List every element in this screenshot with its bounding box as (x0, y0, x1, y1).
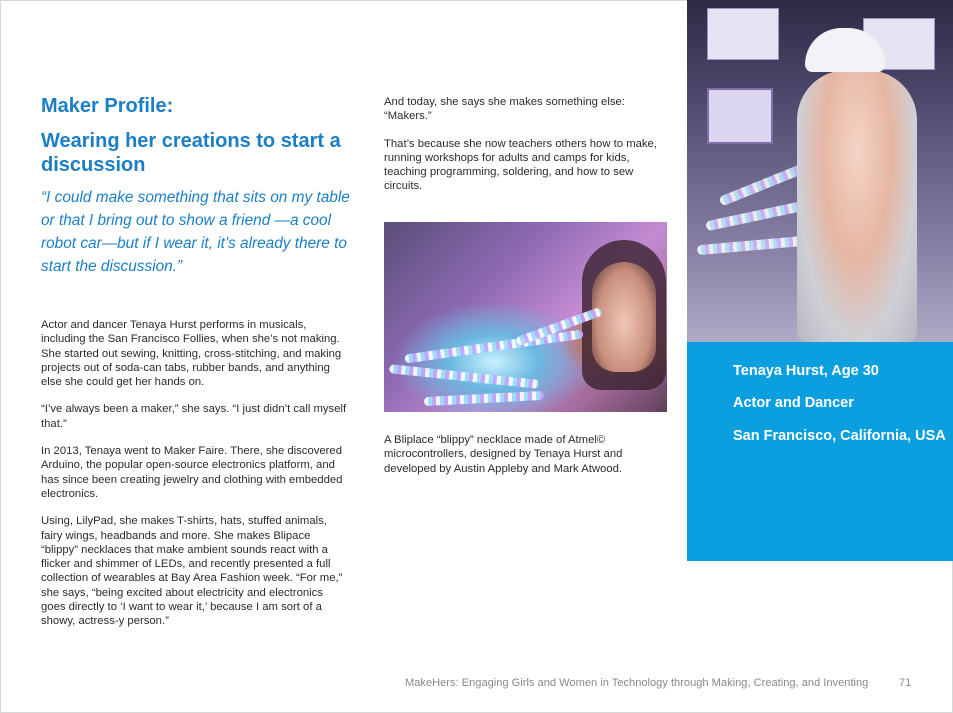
profile-name-age: Tenaya Hurst, Age 30 (733, 363, 879, 379)
body-paragraph: Actor and dancer Tenaya Hurst performs in musicals, including the San Francisco Follies, when she’s not making. She started out sewing, knitting, cross-stitching, and making projects out of soda-can tabs, rubber bands, and anything else she could get her hands on. (41, 319, 342, 389)
background-sign (707, 88, 773, 144)
profile-location: San Francisco, California, USA (733, 428, 946, 444)
page-number: 71 (899, 677, 912, 689)
body-paragraph: And today, she says she makes something else: “Makers.” (384, 96, 625, 123)
section-label: Maker Profile: (41, 95, 174, 117)
footer-text: MakeHers: Engaging Girls and Women in Technology through Making, Creating, and Inventing (405, 677, 869, 689)
body-paragraph: In 2013, Tenaya went to Maker Faire. There, she discovered Arduino, the popular open-source electronics platform, and has since been creating jewelry and clothing with embedded electronics. (41, 445, 343, 500)
body-left-column (41, 318, 349, 642)
background-board (707, 8, 779, 60)
profile-box (687, 342, 953, 561)
necklace-photo (384, 222, 667, 412)
body-paragraph: That’s because she now teachers others how to make, running workshops for adults and camps for kids, teaching programming, soldering, and how to sew circuits. (384, 137, 657, 193)
body-paragraph: “I’ve always been a maker,” she says. “I just didn’t call myself that.” (41, 403, 347, 430)
led-strip (718, 164, 805, 207)
pull-quote: “I could make something that sits on my table or that I bring out to show a friend —a cool robot car—but if I wear it, it’s already there to start the discussion.” (41, 189, 350, 275)
portrait-photo (687, 0, 953, 342)
photo-caption: A Bliplace “blippy” necklace made of Atmel© microcontrollers, designed by Tenaya Hurst and developed by Austin Appleby and Mark Atwood. (384, 434, 623, 475)
led-strip (389, 364, 539, 389)
body-middle-column (384, 95, 666, 207)
portrait-person (797, 70, 917, 342)
photo-face (592, 262, 656, 372)
page-title: Wearing her creations to start a discussion (41, 130, 341, 176)
body-paragraph: Using, LilyPad, she makes T-shirts, hats, stuffed animals, fairy wings, headbands and more. She makes Blipace “blippy” necklaces that make ambient sounds react with a flicker and shimmer of LEDs, and recently presented a full collection of wearables at Bay Area Fashion week. “For me,” she says, “being excited about electricity and electronics goes directly to ‘I want to wear it,’ because I am sort of a showy, actress-y person.” (41, 515, 343, 628)
led-strip (424, 391, 544, 406)
led-strip (404, 330, 584, 364)
profile-occupation: Actor and Dancer (733, 395, 854, 411)
